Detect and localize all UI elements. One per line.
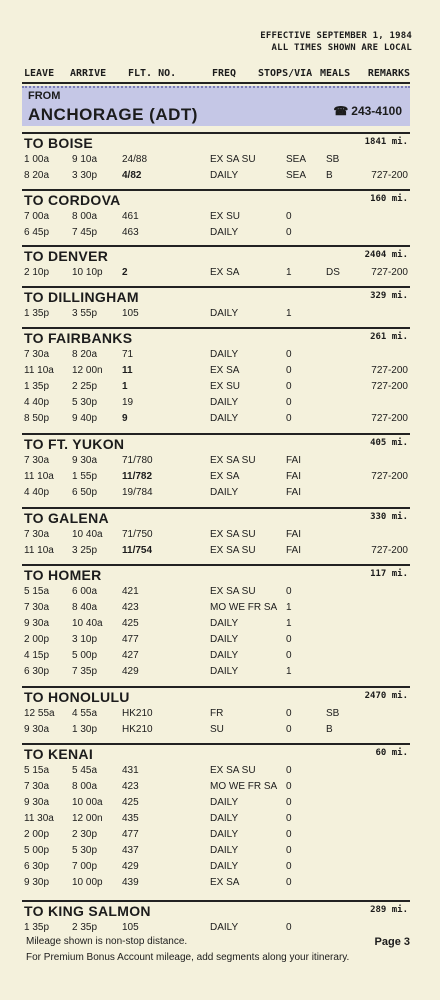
arrive-time: 5 30p bbox=[72, 845, 98, 856]
flight-number: 425 bbox=[122, 618, 139, 629]
stops-via: 0 bbox=[286, 781, 292, 792]
stops-via: FAI bbox=[286, 529, 302, 540]
frequency: EX SU bbox=[210, 381, 241, 392]
stops-via: FAI bbox=[286, 455, 302, 466]
leave-time: 7 30a bbox=[24, 349, 50, 360]
arrive-time: 8 20a bbox=[72, 349, 98, 360]
stops-via: 0 bbox=[286, 211, 292, 222]
leave-time: 6 30p bbox=[24, 666, 50, 677]
destination-miles: 289 mi. bbox=[370, 905, 408, 915]
arrive-time: 7 45p bbox=[72, 227, 98, 238]
flight-row bbox=[22, 411, 410, 427]
flight-row bbox=[22, 379, 410, 395]
destination-block bbox=[22, 900, 410, 936]
stops-via: 0 bbox=[286, 922, 292, 933]
flight-row bbox=[22, 763, 410, 779]
flight-number: 477 bbox=[122, 634, 139, 645]
arrive-time: 9 40p bbox=[72, 413, 98, 424]
arrive-time: 9 30a bbox=[72, 455, 98, 466]
flight-row bbox=[22, 859, 410, 875]
meals: B bbox=[326, 724, 333, 735]
stops-via: 0 bbox=[286, 829, 292, 840]
arrive-time: 3 10p bbox=[72, 634, 98, 645]
destination-name: TO BOISE bbox=[24, 135, 94, 151]
destination-miles: 60 mi. bbox=[375, 748, 408, 758]
meals: SB bbox=[326, 154, 340, 165]
leave-time: 11 10a bbox=[24, 471, 54, 482]
flight-number: 435 bbox=[122, 813, 139, 824]
stops-via: FAI bbox=[286, 471, 302, 482]
arrive-time: 5 45a bbox=[72, 765, 98, 776]
destination-header bbox=[22, 191, 410, 209]
stops-via: 0 bbox=[286, 708, 292, 719]
leave-time: 11 10a bbox=[24, 365, 54, 376]
frequency: EX SA bbox=[210, 471, 240, 482]
leave-time: 9 30a bbox=[24, 797, 50, 808]
phone-text: 243-4100 bbox=[351, 104, 402, 118]
arrive-time: 7 00p bbox=[72, 861, 98, 872]
col-remarks: REMARKS bbox=[367, 68, 410, 79]
flight-number: 71/750 bbox=[122, 529, 153, 540]
destination-block bbox=[22, 507, 410, 559]
remarks: 727-200 bbox=[371, 365, 408, 376]
flight-number: 439 bbox=[122, 877, 139, 888]
flight-number: 24/88 bbox=[122, 154, 148, 165]
flight-row bbox=[22, 722, 410, 738]
arrive-time: 2 25p bbox=[72, 381, 98, 392]
leave-time: 7 00a bbox=[24, 211, 50, 222]
stops-via: 0 bbox=[286, 845, 292, 856]
stops-via: 0 bbox=[286, 813, 292, 824]
arrive-time: 8 00a bbox=[72, 781, 98, 792]
col-flt-no: FLT. NO. bbox=[128, 68, 177, 79]
frequency: DAILY bbox=[210, 227, 239, 238]
frequency: MO WE FR SA bbox=[210, 602, 278, 613]
flight-number: 1 bbox=[122, 381, 128, 392]
frequency: DAILY bbox=[210, 487, 239, 498]
leave-time: 7 30a bbox=[24, 529, 50, 540]
leave-time: 8 50p bbox=[24, 413, 50, 424]
destination-header bbox=[22, 566, 410, 584]
flight-number: 429 bbox=[122, 861, 139, 872]
flight-number: 4/82 bbox=[122, 170, 142, 181]
leave-time: 6 30p bbox=[24, 861, 50, 872]
arrive-time: 1 30p bbox=[72, 724, 98, 735]
stops-via: 0 bbox=[286, 877, 292, 888]
arrive-time: 10 00p bbox=[72, 877, 103, 888]
flight-row bbox=[22, 306, 410, 322]
flight-number: 105 bbox=[122, 308, 139, 319]
meals: SB bbox=[326, 708, 340, 719]
destination-miles: 160 mi. bbox=[370, 194, 408, 204]
arrive-time: 3 55p bbox=[72, 308, 98, 319]
destination-miles: 261 mi. bbox=[370, 332, 408, 342]
flight-row bbox=[22, 706, 410, 722]
effective-date: EFFECTIVE SEPTEMBER 1, 1984 bbox=[260, 31, 412, 41]
frequency: SU bbox=[210, 724, 224, 735]
meals: B bbox=[326, 170, 333, 181]
flight-row bbox=[22, 616, 410, 632]
destination-header bbox=[22, 902, 410, 920]
frequency: DAILY bbox=[210, 922, 239, 933]
stops-via: 0 bbox=[286, 650, 292, 661]
flight-row bbox=[22, 485, 410, 501]
flight-row bbox=[22, 632, 410, 648]
stops-via: 0 bbox=[286, 765, 292, 776]
flight-row bbox=[22, 363, 410, 379]
leave-time: 4 40p bbox=[24, 487, 50, 498]
frequency: EX SA bbox=[210, 365, 240, 376]
flight-number: 11 bbox=[122, 365, 133, 376]
leave-time: 12 55a bbox=[24, 708, 55, 719]
destination-miles: 2470 mi. bbox=[364, 691, 408, 701]
leave-time: 7 30a bbox=[24, 455, 50, 466]
destination-name: TO FAIRBANKS bbox=[24, 330, 133, 346]
leave-time: 11 10a bbox=[24, 545, 54, 556]
flight-row bbox=[22, 527, 410, 543]
frequency: DAILY bbox=[210, 797, 239, 808]
destination-name: TO DILLINGHAM bbox=[24, 289, 139, 305]
flight-row bbox=[22, 168, 410, 184]
remarks: 727-200 bbox=[371, 170, 408, 181]
destination-block bbox=[22, 564, 410, 680]
destination-block bbox=[22, 132, 410, 184]
frequency: EX SA SU bbox=[210, 455, 256, 466]
destination-name: TO GALENA bbox=[24, 510, 109, 526]
frequency: EX SA SU bbox=[210, 154, 256, 165]
stops-via: 1 bbox=[286, 602, 292, 613]
leave-time: 8 20a bbox=[24, 170, 50, 181]
leave-time: 2 10p bbox=[24, 267, 50, 278]
destination-header bbox=[22, 688, 410, 706]
flight-number: 105 bbox=[122, 922, 139, 933]
stops-via: SEA bbox=[286, 170, 307, 181]
frequency: EX SA SU bbox=[210, 529, 256, 540]
frequency: DAILY bbox=[210, 813, 239, 824]
stops-via: SEA bbox=[286, 154, 307, 165]
flight-number: 2 bbox=[122, 267, 128, 278]
arrive-time: 2 30p bbox=[72, 829, 98, 840]
column-headers bbox=[22, 66, 410, 84]
frequency: MO WE FR SA bbox=[210, 781, 278, 792]
flight-row bbox=[22, 795, 410, 811]
flight-number: 431 bbox=[122, 765, 139, 776]
flight-row bbox=[22, 827, 410, 843]
footer-note-bonus: For Premium Bonus Account mileage, add segments along your itinerary. bbox=[26, 952, 350, 963]
local-times-note: ALL TIMES SHOWN ARE LOCAL bbox=[271, 43, 412, 53]
stops-via: 0 bbox=[286, 724, 292, 735]
destination-header bbox=[22, 288, 410, 306]
frequency: DAILY bbox=[210, 397, 239, 408]
leave-time: 9 30a bbox=[24, 618, 50, 629]
arrive-time: 6 00a bbox=[72, 586, 98, 597]
frequency: EX SA SU bbox=[210, 586, 256, 597]
frequency: DAILY bbox=[210, 845, 239, 856]
arrive-time: 10 00a bbox=[72, 797, 103, 808]
leave-time: 9 30p bbox=[24, 877, 50, 888]
stops-via: 0 bbox=[286, 586, 292, 597]
flight-number: 423 bbox=[122, 781, 139, 792]
flight-row bbox=[22, 395, 410, 411]
phone-number bbox=[333, 104, 402, 118]
stops-via: 0 bbox=[286, 634, 292, 645]
arrive-time: 12 00n bbox=[72, 365, 103, 376]
destination-header bbox=[22, 509, 410, 527]
flight-number: 423 bbox=[122, 602, 139, 613]
leave-time: 4 40p bbox=[24, 397, 50, 408]
leave-time: 1 35p bbox=[24, 922, 50, 933]
flight-number: 461 bbox=[122, 211, 139, 222]
frequency: DAILY bbox=[210, 634, 239, 645]
frequency: EX SA SU bbox=[210, 545, 256, 556]
col-meals: MEALS bbox=[320, 68, 351, 79]
arrive-time: 10 10p bbox=[72, 267, 103, 278]
stops-via: 1 bbox=[286, 267, 292, 278]
leave-time: 1 35p bbox=[24, 381, 50, 392]
arrive-time: 7 35p bbox=[72, 666, 98, 677]
flight-number: 71/780 bbox=[122, 455, 153, 466]
stops-via: 1 bbox=[286, 618, 292, 629]
destination-header bbox=[22, 247, 410, 265]
stops-via: 0 bbox=[286, 381, 292, 392]
arrive-time: 2 35p bbox=[72, 922, 98, 933]
flight-number: 11/754 bbox=[122, 545, 153, 556]
destination-block bbox=[22, 433, 410, 501]
flight-number: HK210 bbox=[122, 708, 153, 719]
meals: DS bbox=[326, 267, 340, 278]
frequency: DAILY bbox=[210, 413, 239, 424]
flight-row bbox=[22, 469, 410, 485]
remarks: 727-200 bbox=[371, 413, 408, 424]
frequency: EX SA SU bbox=[210, 765, 256, 776]
flight-number: 421 bbox=[122, 586, 139, 597]
flight-number: 463 bbox=[122, 227, 139, 238]
flight-number: 9 bbox=[122, 413, 128, 424]
stops-via: FAI bbox=[286, 545, 302, 556]
flight-number: 19 bbox=[122, 397, 134, 408]
arrive-time: 10 40a bbox=[72, 529, 103, 540]
arrive-time: 9 10a bbox=[72, 154, 98, 165]
arrive-time: 8 40a bbox=[72, 602, 98, 613]
flight-number: 427 bbox=[122, 650, 139, 661]
flight-number: HK210 bbox=[122, 724, 153, 735]
stops-via: FAI bbox=[286, 487, 302, 498]
flight-row bbox=[22, 152, 410, 168]
arrive-time: 3 30p bbox=[72, 170, 98, 181]
frequency: DAILY bbox=[210, 349, 239, 360]
arrive-time: 6 50p bbox=[72, 487, 98, 498]
stops-via: 0 bbox=[286, 413, 292, 424]
flight-row bbox=[22, 453, 410, 469]
remarks: 727-200 bbox=[371, 545, 408, 556]
destination-name: TO KING SALMON bbox=[24, 903, 151, 919]
arrive-time: 8 00a bbox=[72, 211, 98, 222]
flight-row bbox=[22, 209, 410, 225]
col-stops-via: STOPS/VIA bbox=[258, 68, 313, 79]
telephone-icon: ☎ bbox=[333, 104, 349, 118]
destination-header bbox=[22, 329, 410, 347]
flight-number: 11/782 bbox=[122, 471, 153, 482]
flight-row bbox=[22, 648, 410, 664]
destination-block bbox=[22, 286, 410, 322]
frequency: DAILY bbox=[210, 618, 239, 629]
stops-via: 0 bbox=[286, 349, 292, 360]
stops-via: 0 bbox=[286, 397, 292, 408]
leave-time: 6 45p bbox=[24, 227, 50, 238]
destination-header bbox=[22, 134, 410, 152]
leave-time: 2 00p bbox=[24, 829, 50, 840]
effective-notice bbox=[260, 30, 412, 54]
destination-block bbox=[22, 245, 410, 281]
frequency: DAILY bbox=[210, 308, 239, 319]
stops-via: 0 bbox=[286, 861, 292, 872]
destination-miles: 405 mi. bbox=[370, 438, 408, 448]
arrive-time: 5 30p bbox=[72, 397, 98, 408]
frequency: EX SU bbox=[210, 211, 241, 222]
destination-name: TO HONOLULU bbox=[24, 689, 130, 705]
arrive-time: 12 00n bbox=[72, 813, 103, 824]
footer-note-mileage: Mileage shown is non-stop distance. bbox=[26, 936, 188, 947]
stops-via: 1 bbox=[286, 666, 292, 677]
leave-time: 2 00p bbox=[24, 634, 50, 645]
frequency: DAILY bbox=[210, 650, 239, 661]
destination-miles: 117 mi. bbox=[370, 569, 408, 579]
destination-miles: 330 mi. bbox=[370, 512, 408, 522]
arrive-time: 4 55a bbox=[72, 708, 98, 719]
footer bbox=[26, 934, 410, 966]
flight-number: 477 bbox=[122, 829, 139, 840]
flight-row bbox=[22, 347, 410, 363]
frequency: FR bbox=[210, 708, 224, 719]
leave-time: 9 30a bbox=[24, 724, 50, 735]
remarks: 727-200 bbox=[371, 267, 408, 278]
leave-time: 7 30a bbox=[24, 781, 50, 792]
frequency: EX SA bbox=[210, 877, 240, 888]
col-freq: FREQ bbox=[212, 68, 237, 79]
arrive-time: 3 25p bbox=[72, 545, 98, 556]
arrive-time: 1 55p bbox=[72, 471, 98, 482]
destination-name: TO DENVER bbox=[24, 248, 109, 264]
flight-number: 425 bbox=[122, 797, 139, 808]
flight-row bbox=[22, 779, 410, 795]
destination-header bbox=[22, 745, 410, 763]
destination-name: TO CORDOVA bbox=[24, 192, 121, 208]
destination-miles: 2404 mi. bbox=[364, 250, 408, 260]
stops-via: 1 bbox=[286, 308, 292, 319]
frequency: DAILY bbox=[210, 170, 239, 181]
destination-header bbox=[22, 435, 410, 453]
destination-block bbox=[22, 686, 410, 738]
leave-time: 7 30a bbox=[24, 602, 50, 613]
col-arrive: ARRIVE bbox=[70, 68, 107, 79]
flight-number: 71 bbox=[122, 349, 134, 360]
frequency: DAILY bbox=[210, 829, 239, 840]
destination-block bbox=[22, 743, 410, 891]
stops-via: 0 bbox=[286, 227, 292, 238]
stops-via: 0 bbox=[286, 797, 292, 808]
destination-block bbox=[22, 327, 410, 427]
arrive-time: 5 00p bbox=[72, 650, 98, 661]
leave-time: 5 15a bbox=[24, 586, 50, 597]
stops-via: 0 bbox=[286, 365, 292, 376]
leave-time: 1 35p bbox=[24, 308, 50, 319]
destination-miles: 1841 mi. bbox=[364, 137, 408, 147]
flight-row bbox=[22, 843, 410, 859]
frequency: DAILY bbox=[210, 861, 239, 872]
flight-number: 429 bbox=[122, 666, 139, 677]
remarks: 727-200 bbox=[371, 381, 408, 392]
leave-time: 5 15a bbox=[24, 765, 50, 776]
flight-row bbox=[22, 584, 410, 600]
leave-time: 4 15p bbox=[24, 650, 50, 661]
flight-number: 19/784 bbox=[122, 487, 153, 498]
leave-time: 5 00p bbox=[24, 845, 50, 856]
destination-name: TO HOMER bbox=[24, 567, 102, 583]
arrive-time: 10 40a bbox=[72, 618, 103, 629]
from-label: FROM bbox=[28, 90, 61, 102]
flight-row bbox=[22, 265, 410, 281]
destination-name: TO FT. YUKON bbox=[24, 436, 125, 452]
origin-city: ANCHORAGE (ADT) bbox=[28, 105, 198, 124]
flight-row bbox=[22, 664, 410, 680]
destination-name: TO KENAI bbox=[24, 746, 94, 762]
flight-row bbox=[22, 600, 410, 616]
origin-banner bbox=[22, 86, 410, 126]
flight-row bbox=[22, 543, 410, 559]
flight-row bbox=[22, 811, 410, 827]
leave-time: 1 00a bbox=[24, 154, 50, 165]
frequency: EX SA bbox=[210, 267, 240, 278]
leave-time: 11 30a bbox=[24, 813, 54, 824]
flight-row bbox=[22, 875, 410, 891]
page-number: Page 3 bbox=[374, 936, 410, 948]
flight-row bbox=[22, 225, 410, 241]
remarks: 727-200 bbox=[371, 471, 408, 482]
destination-miles: 329 mi. bbox=[370, 291, 408, 301]
col-leave: LEAVE bbox=[24, 68, 55, 79]
flight-number: 437 bbox=[122, 845, 139, 856]
frequency: DAILY bbox=[210, 666, 239, 677]
destination-block bbox=[22, 189, 410, 241]
